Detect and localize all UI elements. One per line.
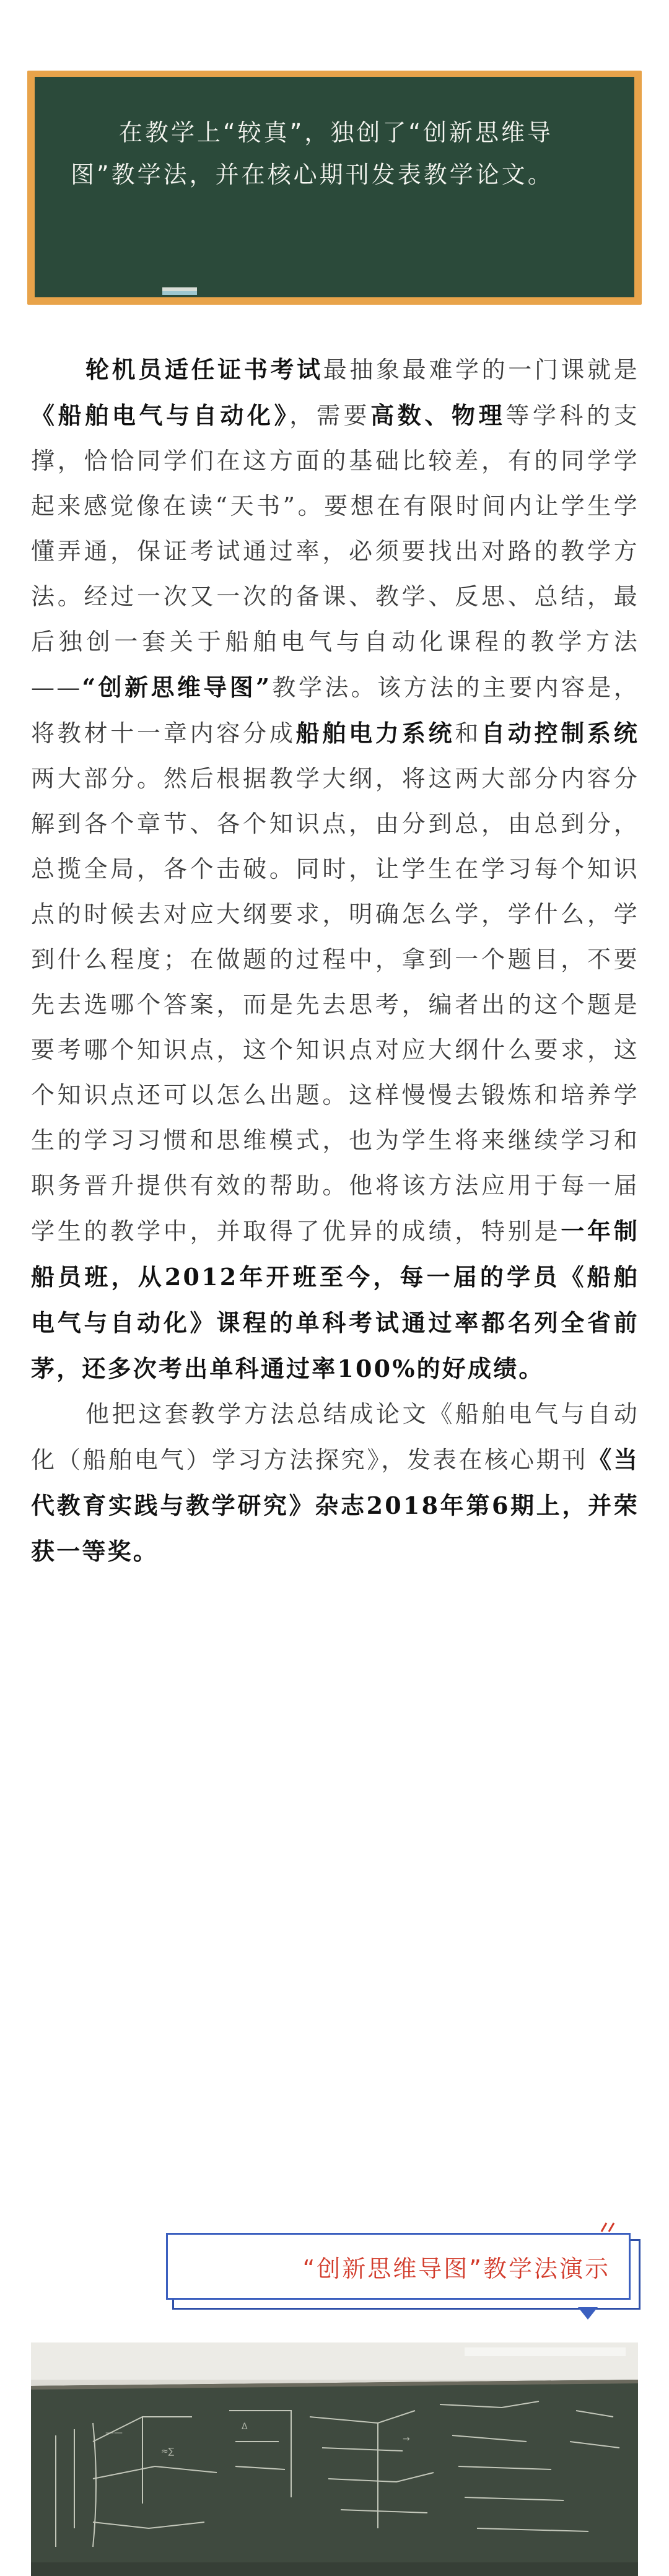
text-bold: 高数、物理 [370, 401, 506, 429]
text: 两大部分。然后根据教学大纲，将这两大部分内容分解到各个章节、各个知识点，由分到总，由总到分，总揽全局，各个击破。同时，让学生在学习每个知识点的时候去对应大纲要求，明确怎么学，学什么，学到什么程度；在做题的过程中，拿到一个题目，不要先去选哪个答案，而是先去思考，编者出的这个题是要考哪个知识点，这个知识点对应大纲什么要求，这个知识点还可以怎么出题。这样慢慢去锻炼和培养学生的学习习惯和思维模式，也为学生将来继续学习和职务晋升提供有效的帮助。他将该方法应用于每一届学生的教学中，并取得了优异的成绩，特别是 [31, 765, 639, 1245]
text-bold: 轮机员适任证书考试 [85, 356, 323, 383]
caption-callout [166, 2233, 649, 2326]
svg-text:Δ: Δ [242, 2422, 248, 2432]
article-body [31, 347, 639, 1574]
chalkboard [35, 77, 634, 297]
text-bold: 一年制船员班，从2012年开班至今，每一届的学员《船舶电气与自动化》课程的单科考试通过率都名列全省前茅，还多次考出单科通过率100%的好成绩。 [31, 1217, 639, 1382]
text: 教学法。该方法的主要内容是，将教材十一章内容分成 [31, 674, 639, 747]
text-bold: “创新思维导图” [82, 673, 272, 701]
text-bold: 《船舶电气与自动化》 [31, 401, 290, 429]
text: ，需要 [289, 402, 371, 429]
text: 等学科的支撑，恰恰同学们在这方面的基础比较差，有的同学学起来感觉像在读“天书”。要想在有限时间内让学生学懂弄通，保证考试通过率，必须要找出对路的教学方法。经过一次又一次的备课、教学、反思、总结，最后独创一套关于船舶电气与自动化课程的教学方法—— [31, 402, 639, 701]
blackboard-photo [31, 2342, 638, 2576]
chalkboard-text: 在教学上“较真”，独创了“创新思维导图”教学法，并在核心期刊发表教学论文。 [71, 119, 554, 188]
blackboard-illustration [31, 2342, 638, 2576]
svg-text:——: —— [105, 2428, 123, 2438]
text-bold: 船舶电力系统 [295, 719, 455, 747]
svg-text:→: → [403, 2434, 410, 2444]
paragraph-1 [31, 347, 639, 1392]
text: 和 [455, 720, 481, 747]
text-bold: 《当代教育实践与教学研究》杂志2018年第6期上，并荣获一等奖。 [31, 1446, 639, 1565]
text: 最抽象最难学的一门课就是 [323, 356, 639, 383]
caption-box [166, 2233, 631, 2300]
svg-text:≈∑: ≈∑ [161, 2447, 175, 2456]
text: 他把这套教学方法总结成论文《船舶电气与自动化（船舶电气）学习方法探究》，发表在核心期刊 [31, 1400, 639, 1474]
caption-pointer [578, 2307, 598, 2320]
paragraph-2 [31, 1392, 639, 1574]
text-bold: 自动控制系统 [481, 719, 639, 747]
quote-marks-icon [597, 2222, 621, 2233]
chalk-icon [162, 287, 197, 295]
caption-text: “创新思维导图”教学法演示 [302, 2255, 610, 2282]
